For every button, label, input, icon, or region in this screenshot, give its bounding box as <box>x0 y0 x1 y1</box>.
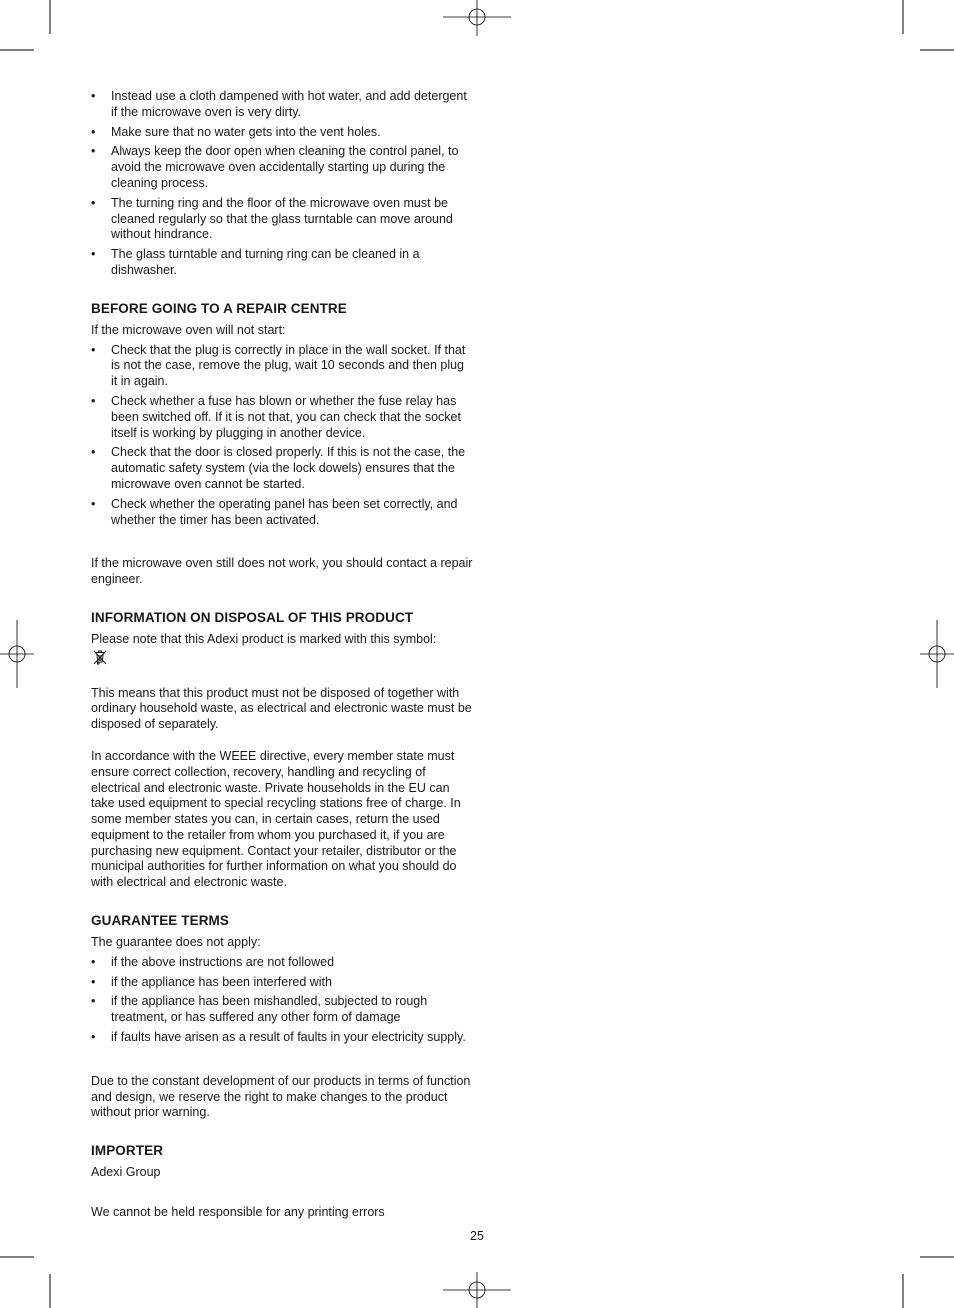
page-number: 25 <box>470 1229 484 1243</box>
guarantee-heading: GUARANTEE TERMS <box>91 913 230 929</box>
repair-heading: BEFORE GOING TO A REPAIR CENTRE <box>91 300 347 316</box>
registration-mark-right <box>920 620 954 688</box>
repair-closing: If the microwave oven still does not work, you should contact a repair engineer. <box>91 556 473 587</box>
guarantee-intro: The guarantee does not apply: <box>91 935 261 950</box>
guarantee-list <box>91 955 473 1046</box>
list-item: • Always keep the door open when cleaning the control panel, to avoid the microwave oven accidentally starting up during the cleaning process. <box>91 144 473 191</box>
list-item: • if the appliance has been interfered with <box>91 975 473 991</box>
registration-mark-bottom <box>443 1272 511 1308</box>
list-item: • Check whether the operating panel has been set correctly, and whether the timer has been activated. <box>91 497 473 529</box>
repair-list <box>91 343 473 529</box>
guarantee-closing: Due to the constant development of our products in terms of function and design, we reserve the right to make changes to the product without prior warning. <box>91 1073 471 1120</box>
printing-errors-note: We cannot be held responsible for any printing errors <box>91 1205 385 1220</box>
list-item: • The glass turntable and turning ring can be cleaned in a dishwasher. <box>91 247 473 279</box>
cleaning-list <box>91 89 473 279</box>
list-item: • if the appliance has been mishandled, subjected to rough treatment, or has suffered any other form of damage <box>91 994 473 1026</box>
page-content <box>91 89 473 1221</box>
repair-intro: If the microwave oven will not start: <box>91 322 286 337</box>
disposal-intro: Please note that this Adexi product is marked with this symbol: <box>91 631 437 646</box>
list-item: • Instead use a cloth dampened with hot water, and add detergent if the microwave oven is very dirty. <box>91 89 473 121</box>
registration-mark-left <box>0 620 34 688</box>
importer-name: Adexi Group <box>91 1165 161 1180</box>
list-item: • Check that the door is closed properly. If this is not the case, the automatic safety system (via the lock dowels) ensures that the microwave oven cannot be started. <box>91 445 473 492</box>
disposal-heading: INFORMATION ON DISPOSAL OF THIS PRODUCT <box>91 609 414 625</box>
registration-mark-top <box>443 0 511 36</box>
list-item: • if faults have arisen as a result of faults in your electricity supply. <box>91 1030 473 1046</box>
list-item: • Check whether a fuse has blown or whether the fuse relay has been switched off. If it is not that, you can check that the socket itself is working by plugging in another device. <box>91 394 473 441</box>
disposal-paragraph: In accordance with the WEEE directive, every member state must ensure correct collection, recovery, handling and recycling of electrical and electronic waste. Private households in the EU can take used equipment to special recycling stations free of charge. In some member states you can, in certain cases, return the used equipment to the retailer from whom you purchased it, if you are purchasing new equipment. Contact your retailer, distributor or the municipal authorities for further information on what you should do with electrical and electronic waste. <box>91 748 461 890</box>
importer-heading: IMPORTER <box>91 1143 164 1159</box>
list-item: • Make sure that no water gets into the vent holes. <box>91 125 473 141</box>
crossed-out-wheelie-bin-icon <box>93 650 107 670</box>
disposal-paragraph: This means that this product must not be disposed of together with ordinary household waste, as electrical and electronic waste must be disposed of separately. <box>91 685 472 732</box>
list-item: • The turning ring and the floor of the microwave oven must be cleaned regularly so that the glass turntable can move around without hindrance. <box>91 196 473 243</box>
list-item: • Check that the plug is correctly in place in the wall socket. If that is not the case, remove the plug, wait 10 seconds and then plug it in again. <box>91 343 473 390</box>
list-item: • if the above instructions are not followed <box>91 955 473 971</box>
